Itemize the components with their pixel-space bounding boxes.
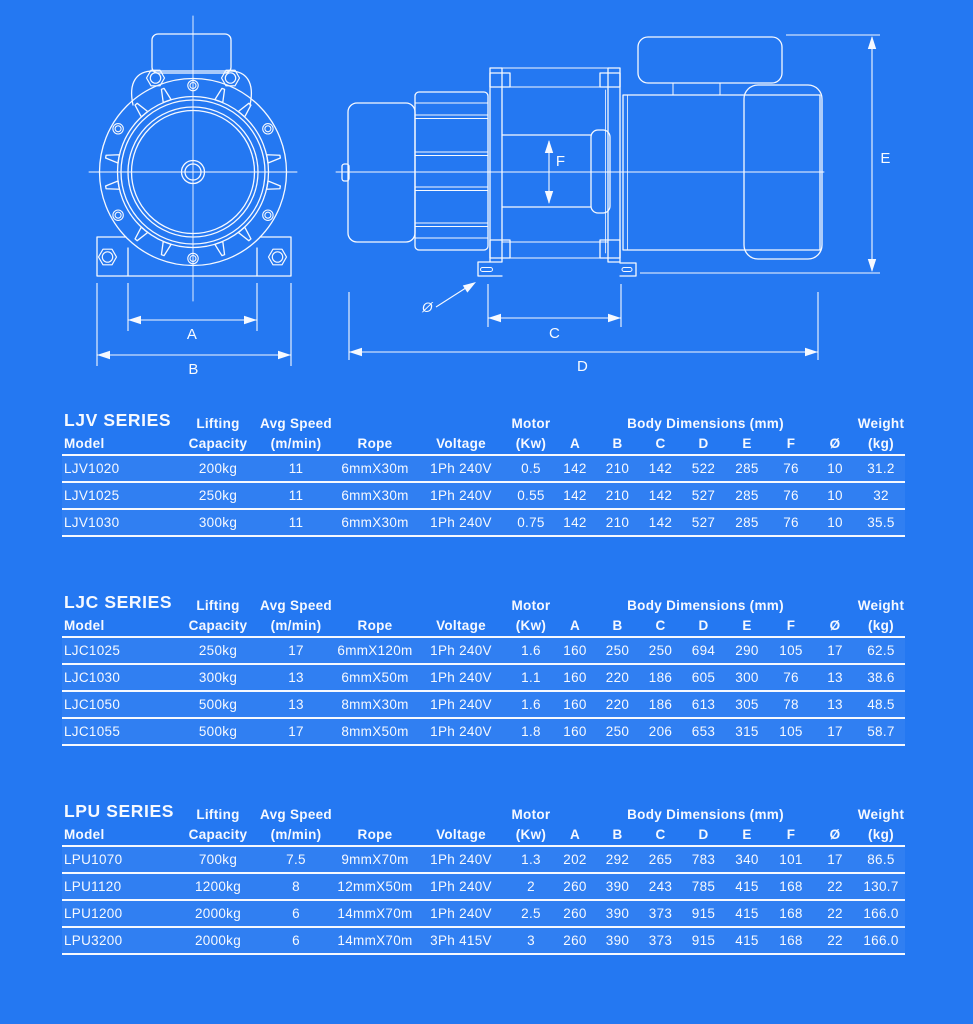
value-cell: 340 [735, 852, 759, 867]
value-cell: 14mmX70m [337, 933, 413, 948]
base-plate [97, 237, 291, 276]
terminal-box-front [152, 34, 231, 73]
value-cell: 373 [648, 933, 673, 948]
value-cell: 315 [735, 724, 759, 739]
ljv-series-table [62, 408, 905, 537]
value-cell: 6mmX30m [341, 488, 409, 503]
table-group-header-row [62, 408, 905, 431]
column-header: E [742, 436, 752, 451]
value-cell: 265 [648, 852, 673, 867]
value-cell: 13 [288, 697, 304, 712]
column-header: Ø [829, 436, 841, 451]
value-cell: 8 [292, 879, 300, 894]
column-header: B [612, 618, 623, 633]
value-cell: 200kg [198, 461, 238, 476]
series-title: LJC SERIES [64, 592, 173, 612]
value-cell: 210 [605, 461, 630, 476]
model-cell: LJV1020 [64, 461, 120, 476]
model-cell: LPU1070 [64, 852, 123, 867]
column-group-label: Weight [857, 807, 905, 822]
model-cell: LPU1120 [64, 879, 122, 894]
value-cell: 250kg [198, 643, 238, 658]
value-cell: 11 [288, 488, 304, 503]
ljc-series-table [62, 590, 905, 746]
dimension-a [128, 283, 257, 343]
value-cell: 186 [648, 697, 673, 712]
value-cell: 700kg [198, 852, 238, 867]
column-group-label: Body Dimensions (mm) [627, 598, 784, 613]
table-header-row [62, 613, 905, 636]
value-cell: 8mmX30m [341, 697, 409, 712]
value-cell: 250 [605, 643, 630, 658]
column-header: Capacity [188, 436, 248, 451]
value-cell: 142 [563, 515, 587, 530]
value-cell: 2000kg [194, 906, 242, 921]
value-cell: 202 [563, 852, 587, 867]
value-cell: 48.5 [867, 697, 895, 712]
value-cell: 415 [735, 933, 759, 948]
column-header: Capacity [188, 618, 248, 633]
model-cell: LJC1050 [64, 697, 121, 712]
value-cell: 142 [648, 488, 673, 503]
value-cell: 13 [827, 670, 843, 685]
value-cell: 1Ph 240V [430, 461, 492, 476]
value-cell: 166.0 [863, 906, 899, 921]
value-cell: 653 [691, 724, 716, 739]
column-group-label: Lifting [196, 598, 240, 613]
value-cell: 300kg [198, 670, 238, 685]
value-cell: 6mmX50m [341, 670, 409, 685]
value-cell: 500kg [198, 697, 238, 712]
value-cell: 11 [288, 461, 304, 476]
column-header: (kg) [868, 618, 894, 633]
value-cell: 76 [783, 461, 799, 476]
value-cell: 1Ph 240V [430, 906, 492, 921]
model-cell: LJC1030 [64, 670, 121, 685]
column-header: (kg) [868, 436, 894, 451]
value-cell: 186 [648, 670, 673, 685]
column-header: A [569, 827, 581, 842]
column-header: Rope [357, 618, 393, 633]
value-cell: 1Ph 240V [430, 724, 492, 739]
value-cell: 260 [563, 906, 587, 921]
value-cell: 101 [779, 852, 803, 867]
dimension-e [640, 35, 892, 273]
value-cell: 10 [827, 488, 843, 503]
column-header: (Kw) [515, 618, 547, 633]
value-cell: 6 [292, 906, 300, 921]
column-header: B [612, 436, 623, 451]
value-cell: 1.6 [521, 697, 541, 712]
value-cell: 3Ph 415V [430, 933, 492, 948]
value-cell: 300kg [198, 515, 238, 530]
column-group-label: Motor [511, 416, 551, 431]
lpu-series-table [62, 799, 905, 955]
column-group-label: Body Dimensions (mm) [627, 807, 784, 822]
value-cell: 250 [605, 724, 630, 739]
value-cell: 168 [779, 906, 803, 921]
table-row [62, 690, 905, 717]
value-cell: 1.3 [521, 852, 541, 867]
column-header: Rope [357, 827, 393, 842]
value-cell: 260 [563, 933, 587, 948]
value-cell: 6mmX120m [337, 643, 413, 658]
value-cell: 160 [563, 670, 587, 685]
column-group-label: Body Dimensions (mm) [627, 416, 784, 431]
column-header: (m/min) [270, 436, 322, 451]
column-header: Voltage [436, 618, 486, 633]
gearbox-end-cap [348, 103, 415, 242]
model-cell: LJC1055 [64, 724, 121, 739]
value-cell: 166.0 [863, 933, 899, 948]
table-row [62, 926, 905, 953]
value-cell: 2.5 [521, 906, 541, 921]
model-cell: LJV1025 [64, 488, 120, 503]
value-cell: 13 [827, 697, 843, 712]
value-cell: 14mmX70m [337, 906, 413, 921]
value-cell: 7.5 [286, 852, 306, 867]
table-row [62, 717, 905, 744]
value-cell: 527 [691, 488, 716, 503]
table-row [62, 845, 905, 872]
value-cell: 783 [691, 852, 716, 867]
dim-label-a: A [186, 326, 199, 343]
value-cell: 290 [735, 643, 759, 658]
side-view-drawing [336, 37, 824, 276]
value-cell: 130.7 [863, 879, 899, 894]
value-cell: 62.5 [867, 643, 895, 658]
technical-drawing [0, 0, 973, 402]
value-cell: 10 [827, 461, 843, 476]
value-cell: 17 [827, 643, 843, 658]
value-cell: 220 [605, 697, 630, 712]
column-group-label: Lifting [196, 416, 240, 431]
value-cell: 415 [735, 879, 759, 894]
table-row [62, 481, 905, 508]
column-header: Capacity [188, 827, 248, 842]
table-row [62, 636, 905, 663]
value-cell: 1200kg [194, 879, 242, 894]
value-cell: 250kg [198, 488, 238, 503]
value-cell: 210 [605, 515, 630, 530]
value-cell: 17 [827, 724, 843, 739]
value-cell: 12mmX50m [337, 879, 413, 894]
model-cell: LPU1200 [64, 906, 123, 921]
front-view-drawing [89, 16, 297, 301]
table-bottom-rule [62, 953, 905, 955]
value-cell: 605 [691, 670, 716, 685]
column-header: (kg) [868, 827, 894, 842]
value-cell: 160 [563, 643, 587, 658]
column-group-label: Avg Speed [260, 807, 332, 822]
terminal-box-side [638, 37, 782, 83]
value-cell: 0.55 [517, 488, 545, 503]
value-cell: 1Ph 240V [430, 515, 492, 530]
table-row [62, 872, 905, 899]
table-row [62, 663, 905, 690]
column-group-label: Weight [857, 416, 905, 431]
column-header: F [786, 436, 796, 451]
value-cell: 373 [648, 906, 673, 921]
dim-label-diameter: Ø [422, 300, 434, 315]
column-group-label: Lifting [196, 807, 240, 822]
dim-label-b: B [188, 361, 200, 378]
value-cell: 76 [783, 488, 799, 503]
model-cell: LPU3200 [64, 933, 123, 948]
value-cell: 2000kg [194, 933, 242, 948]
column-header: Rope [357, 436, 393, 451]
column-header: E [742, 618, 752, 633]
value-cell: 785 [691, 879, 716, 894]
column-header: (m/min) [270, 618, 322, 633]
value-cell: 86.5 [867, 852, 895, 867]
column-header: E [742, 827, 752, 842]
value-cell: 160 [563, 697, 587, 712]
column-header: C [655, 618, 666, 633]
value-cell: 160 [563, 724, 587, 739]
value-cell: 76 [783, 670, 799, 685]
value-cell: 1Ph 240V [430, 488, 492, 503]
value-cell: 250 [648, 643, 673, 658]
value-cell: 1Ph 240V [430, 670, 492, 685]
value-cell: 22 [827, 879, 843, 894]
value-cell: 390 [605, 879, 630, 894]
value-cell: 6mmX30m [341, 515, 409, 530]
value-cell: 0.75 [517, 515, 545, 530]
value-cell: 142 [563, 488, 587, 503]
series-title: LPU SERIES [64, 801, 175, 821]
value-cell: 260 [563, 879, 587, 894]
value-cell: 105 [779, 724, 803, 739]
value-cell: 13 [288, 670, 304, 685]
value-cell: 285 [735, 488, 759, 503]
column-header: Voltage [436, 436, 486, 451]
column-header: C [655, 827, 666, 842]
value-cell: 915 [691, 933, 716, 948]
column-header: D [698, 436, 709, 451]
value-cell: 8mmX50m [341, 724, 409, 739]
value-cell: 17 [288, 724, 304, 739]
value-cell: 2 [527, 879, 535, 894]
value-cell: 1.8 [521, 724, 541, 739]
series-title: LJV SERIES [64, 410, 172, 430]
value-cell: 915 [691, 906, 716, 921]
column-header: Model [64, 618, 105, 633]
value-cell: 168 [779, 933, 803, 948]
value-cell: 6 [292, 933, 300, 948]
dimension-d [349, 292, 818, 375]
value-cell: 522 [691, 461, 716, 476]
value-cell: 300 [735, 670, 759, 685]
value-cell: 220 [605, 670, 630, 685]
value-cell: 285 [735, 461, 759, 476]
column-header: F [786, 827, 796, 842]
value-cell: 105 [779, 643, 803, 658]
column-header: F [786, 618, 796, 633]
value-cell: 415 [735, 906, 759, 921]
dimension-c [488, 284, 621, 342]
value-cell: 1Ph 240V [430, 879, 492, 894]
value-cell: 76 [783, 515, 799, 530]
drum-flange-left [490, 68, 502, 262]
value-cell: 527 [691, 515, 716, 530]
column-header: (m/min) [270, 827, 322, 842]
value-cell: 78 [783, 697, 799, 712]
column-group-label: Avg Speed [260, 598, 332, 613]
value-cell: 390 [605, 933, 630, 948]
value-cell: 58.7 [867, 724, 895, 739]
column-header: (Kw) [515, 827, 547, 842]
column-header: B [612, 827, 623, 842]
table-group-header-row [62, 590, 905, 613]
dim-label-d: D [576, 358, 590, 375]
value-cell: 31.2 [867, 461, 895, 476]
value-cell: 9mmX70m [341, 852, 409, 867]
value-cell: 32 [873, 488, 889, 503]
value-cell: 285 [735, 515, 759, 530]
column-header: (Kw) [515, 436, 547, 451]
column-group-label: Motor [511, 807, 551, 822]
table-row [62, 454, 905, 481]
value-cell: 1Ph 240V [430, 852, 492, 867]
value-cell: 6mmX30m [341, 461, 409, 476]
column-header: Model [64, 436, 105, 451]
column-header: Voltage [436, 827, 486, 842]
value-cell: 35.5 [867, 515, 895, 530]
value-cell: 11 [288, 515, 304, 530]
column-header: D [698, 618, 709, 633]
column-header: D [698, 827, 709, 842]
value-cell: 694 [691, 643, 716, 658]
column-header: C [655, 436, 666, 451]
value-cell: 305 [735, 697, 759, 712]
model-cell: LJC1025 [64, 643, 121, 658]
value-cell: 1Ph 240V [430, 643, 492, 658]
value-cell: 206 [648, 724, 673, 739]
model-cell: LJV1030 [64, 515, 120, 530]
value-cell: 1.1 [521, 670, 541, 685]
value-cell: 22 [827, 933, 843, 948]
table-bottom-rule [62, 744, 905, 746]
column-group-label: Weight [857, 598, 905, 613]
table-header-row [62, 822, 905, 845]
value-cell: 1.6 [521, 643, 541, 658]
value-cell: 0.5 [521, 461, 541, 476]
value-cell: 210 [605, 488, 630, 503]
value-cell: 168 [779, 879, 803, 894]
value-cell: 500kg [198, 724, 238, 739]
table-row [62, 899, 905, 926]
column-header: A [569, 618, 581, 633]
dim-label-c: C [548, 325, 562, 342]
table-group-header-row [62, 799, 905, 822]
value-cell: 142 [563, 461, 587, 476]
value-cell: 10 [827, 515, 843, 530]
column-header: Ø [829, 827, 841, 842]
value-cell: 390 [605, 906, 630, 921]
value-cell: 17 [827, 852, 843, 867]
table-bottom-rule [62, 535, 905, 537]
value-cell: 22 [827, 906, 843, 921]
value-cell: 38.6 [867, 670, 895, 685]
value-cell: 292 [605, 852, 630, 867]
column-header: Ø [829, 618, 841, 633]
dim-label-e: E [880, 150, 892, 167]
value-cell: 142 [648, 461, 673, 476]
value-cell: 17 [288, 643, 304, 658]
dim-label-f: F [555, 153, 567, 170]
column-header: Model [64, 827, 105, 842]
dimension-diameter [421, 278, 478, 315]
column-header: A [569, 436, 581, 451]
table-header-row [62, 431, 905, 454]
motor-body [623, 95, 820, 250]
value-cell: 243 [648, 879, 673, 894]
value-cell: 142 [648, 515, 673, 530]
value-cell: 613 [691, 697, 716, 712]
table-row [62, 508, 905, 535]
column-group-label: Motor [511, 598, 551, 613]
value-cell: 3 [527, 933, 535, 948]
column-group-label: Avg Speed [260, 416, 332, 431]
value-cell: 1Ph 240V [430, 697, 492, 712]
